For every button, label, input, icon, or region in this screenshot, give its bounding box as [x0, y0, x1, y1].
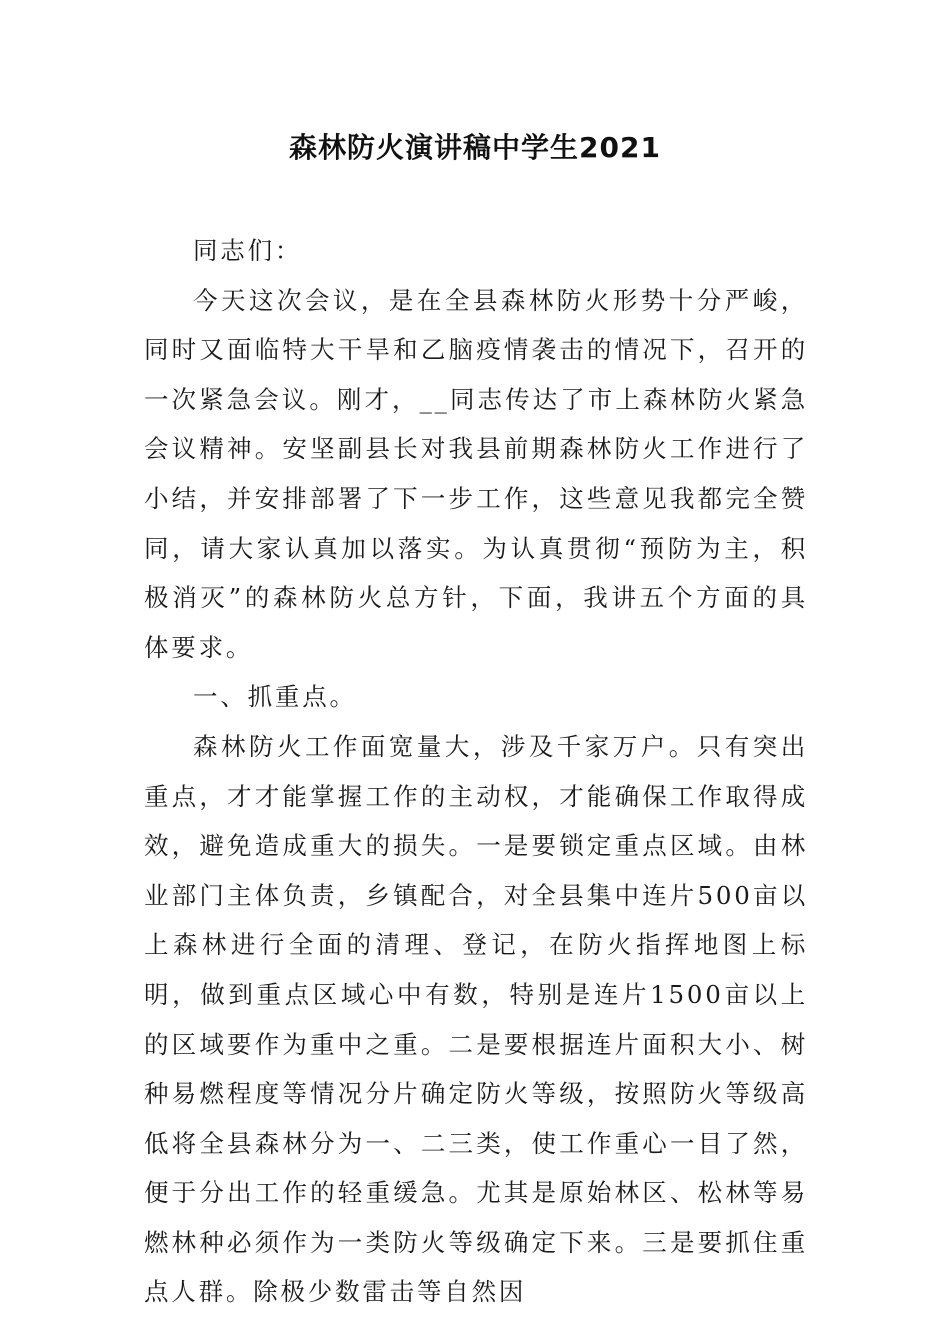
document-body — [144, 226, 808, 1317]
intro-paragraph: 今天这次会议，是在全县森林防火形势十分严峻，同时又面临特大干旱和乙脑疫情袭击的情况下，召开的一次紧急会议。刚才，__同志传达了市上森林防火紧急会议精神。安坚副县长对我县前期森林防火工作进行了小结，并安排部署了下一步工作，这些意见我都完全赞同，请大家认真加以落实。为认真贯彻“预防为主，积极消灭”的森林防火总方针，下面，我讲五个方面的具体要求。 — [144, 285, 808, 662]
document-title: 森林防火演讲稿中学生2021 — [289, 131, 661, 164]
section-heading: 一、抓重点。 — [193, 682, 357, 712]
salutation-paragraph: 同志们： — [193, 236, 303, 265]
section-body-paragraph: 森林防火工作面宽量大，涉及千家万户。只有突出重点，才才能掌握工作的主动权，才能确保工作取得成效，避免造成重大的损失。一是要锁定重点区域。由林业部门主体负责，乡镇配合，对全县集中连片500亩以上森林进行全面的清理、登记，在防火指挥地图上标明，做到重点区域心中有数，特别是连片1500亩以上的区域要作为重中之重。二是要根据连片面积大小、树种易燃程度等情况分片确定防火等级，按照防火等级高低将全县森林分为一、二三类，使工作重心一目了然，便于分出工作的轻重缓急。尤其是原始林区、松林等易燃林种必须作为一类防火等级确定下来。三是要抓住重点人群。除极少数雷击等自然因 — [144, 731, 808, 1307]
